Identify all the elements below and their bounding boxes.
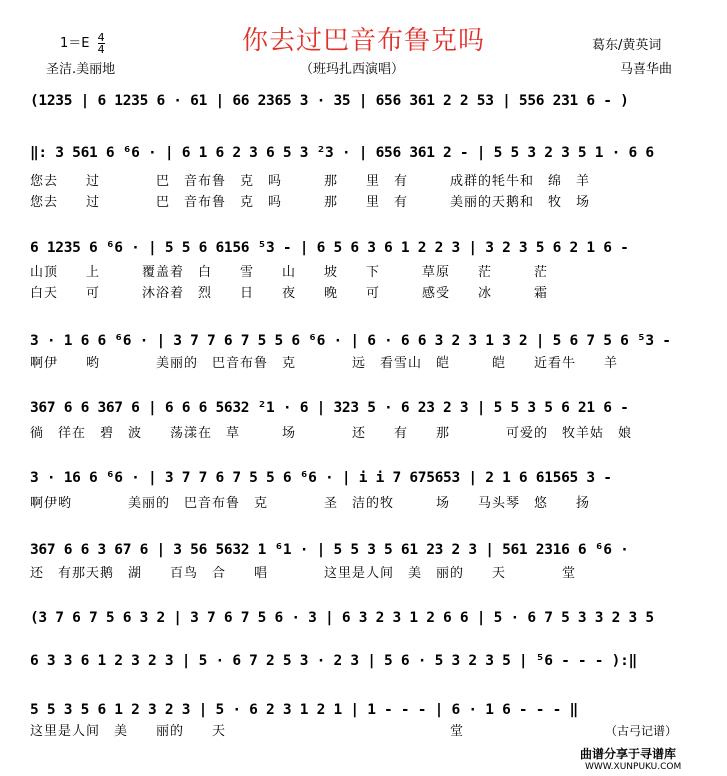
key-signature-group xyxy=(60,32,105,55)
lyric-line: 还 有那天鹅 湖 百鸟 合 唱 这里是人间 美 丽的 天 堂 xyxy=(30,566,577,581)
notation-line: (3 7 6 7 5 6 3 2 | 3 7 6 7 5 6 · 3 | 6 3 2 3 1 2 6 6 | 5 · 6 7 5 3 3 2 3 5 xyxy=(30,610,654,626)
lyricist-credit: 葛东/黄英词 xyxy=(592,38,662,53)
lyric-line: 您去 过 巴 音布鲁 克 吗 那 里 有 成群的牦牛和 绵 羊 xyxy=(30,174,591,189)
lyric-line: 山顶 上 覆盖着 白 雪 山 坡 下 草原 茫 茫 xyxy=(30,265,549,280)
mood-marking: 圣洁.美丽地 xyxy=(46,62,116,77)
notation-line: ‖: 3 561 6 ⁶6 · | 6 1 6 2 3 6 5 3 ²3 · | 656 361 2 - | 5 5 3 2 3 5 1 · 6 6 xyxy=(30,145,654,161)
transcriber-credit: （古弓记谱） xyxy=(605,724,678,738)
performer-credit: （班玛扎西演唱） xyxy=(300,62,405,77)
lyric-line: 徜 徉在 碧 波 荡漾在 草 场 还 有 那 可爱的 牧羊姑 娘 xyxy=(30,426,633,441)
lyric-line: 啊伊哟 美丽的 巴音布鲁 克 圣 洁的牧 场 马头琴 悠 扬 xyxy=(30,496,591,511)
notation-line: 6 3 3 6 1 2 3 2 3 | 5 · 6 7 2 5 3 · 2 3 | 5 6 · 5 3 2 3 5 | ⁵6 - - - ):‖ xyxy=(30,653,637,669)
notation-line: 6 1235 6 ⁶6 · | 5 5 6 6156 ⁵3 - | 6 5 6 3 6 1 2 2 3 | 3 2 3 5 6 2 1 6 - xyxy=(30,240,629,256)
lyric-line: 您去 过 巴 音布鲁 克 吗 那 里 有 美丽的天鹅和 牧 场 xyxy=(30,195,591,210)
composer-credit: 马喜华曲 xyxy=(620,62,673,77)
key-signature: 1＝E xyxy=(60,36,90,51)
share-note: 曲谱分享于寻谱库 xyxy=(580,747,677,761)
notation-line: 367 6 6 367 6 | 6 6 6 5632 ²1 · 6 | 323 5 · 6 23 2 3 | 5 5 3 5 6 21 6 - xyxy=(30,400,629,416)
time-signature: $\frac{4}{4}$ xyxy=(97,31,105,56)
song-title: 你去过巴音布鲁克吗 xyxy=(241,26,485,56)
notation-line: 5 5 3 5 6 1 2 3 2 3 | 5 · 6 2 3 1 2 1 | 1 - - - | 6 · 1 6 - - - ‖ xyxy=(30,702,578,718)
notation-line: 367 6 6 3 67 6 | 3 56 5632 1 ⁶1 · | 5 5 3 5 61 23 2 3 | 561 2316 6 ⁶6 · xyxy=(30,542,629,558)
notation-line: 3 · 16 6 ⁶6 · | 3 7 7 6 7 5 5 6 ⁶6 · | i i 7 675653 | 2 1 6 61565 3 - xyxy=(30,470,612,486)
notation-line: 3 · 1 6 6 ⁶6 · | 3 7 7 6 7 5 5 6 ⁶6 · | 6 · 6 6 3 2 3 1 3 2 | 5 6 7 5 6 ⁵3 - xyxy=(30,333,671,349)
lyric-line: 啊伊 哟 美丽的 巴音布鲁 克 远 看雪山 皑 皑 近看牛 羊 xyxy=(30,356,619,371)
notation-line: (1235 | 6 1235 6 · 61 | 66 2365 3 · 35 | 656 361 2 2 53 | 556 231 6 - ) xyxy=(30,93,629,109)
lyric-line: 白天 可 沐浴着 烈 日 夜 晚 可 感受 冰 霜 xyxy=(30,286,549,301)
site-url: WWW.XUNPUKU.COM xyxy=(585,762,682,772)
lyric-line: 这里是人间 美 丽的 天 堂 xyxy=(30,724,465,739)
